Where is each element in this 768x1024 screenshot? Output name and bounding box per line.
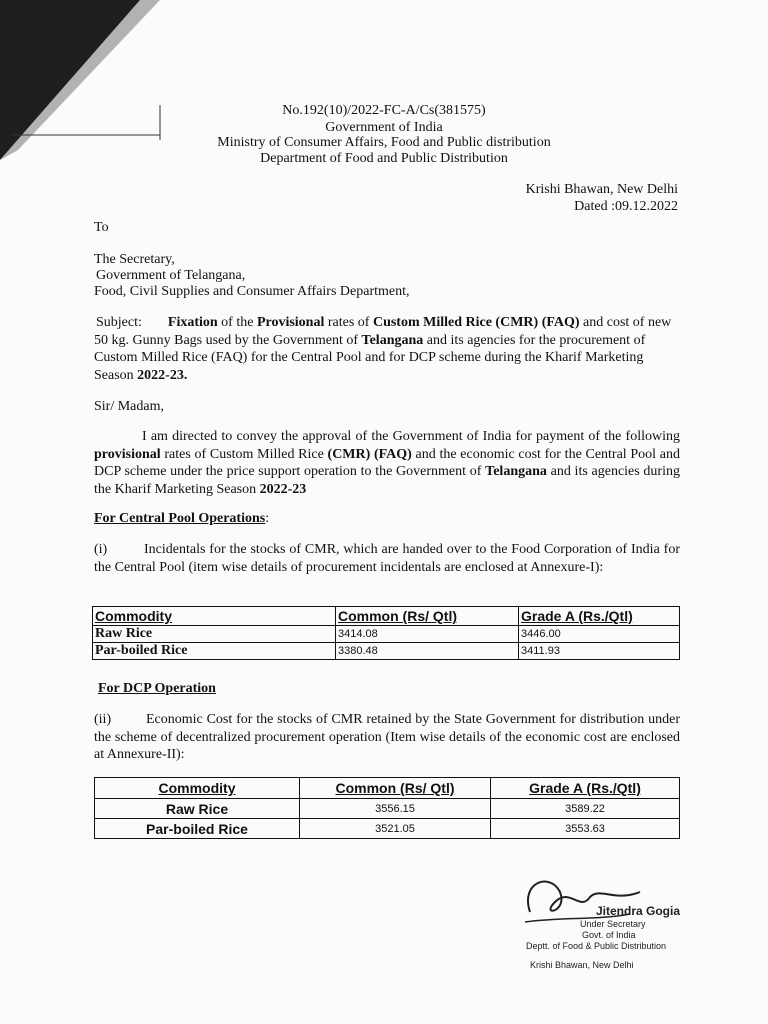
table-cell: 3380.48: [336, 643, 519, 660]
ministry-title: Ministry of Consumer Affairs, Food and Public distribution: [217, 135, 551, 150]
torn-corner-shadow: [0, 0, 200, 200]
dcp-heading: For DCP Operation: [98, 681, 216, 696]
to-label: To: [94, 220, 109, 235]
government-title: Government of India: [325, 120, 443, 135]
column-header: Grade A (Rs./Qtl): [519, 607, 680, 626]
date: Dated :09.12.2022: [574, 199, 678, 214]
table-cell: 3556.15: [300, 799, 491, 819]
column-header: Commodity: [93, 607, 336, 626]
subject-paragraph: Subject: Fixation of the Provisional rates of Custom Milled Rice (CMR) (FAQ) and cost of new 50 kg. Gunny Bags used by the Government of Telangana and its agencies for the procurement of Custom Milled Rice (FAQ) for the Central Pool and for DCP scheme during the Kharif Marketing Season 2022-23.: [94, 315, 672, 383]
table-cell: Raw Rice: [93, 626, 336, 643]
table-cell: 3553.63: [491, 819, 680, 839]
addressee-line-3: Food, Civil Supplies and Consumer Affairs Department,: [94, 284, 410, 299]
subject-label: Subject:: [96, 315, 142, 330]
table-cell: Raw Rice: [95, 799, 300, 819]
table-row: [93, 643, 680, 660]
table-row: [93, 626, 680, 643]
central-pool-table: [92, 606, 680, 660]
addressee-line-2: Government of Telangana,: [96, 268, 246, 283]
column-header: Common (Rs/ Qtl): [336, 607, 519, 626]
table-cell: Par-boiled Rice: [93, 643, 336, 660]
salutation: Sir/ Madam,: [94, 399, 164, 414]
dcp-paragraph: (ii) Economic Cost for the stocks of CMR retained by the State Government for distribution under the scheme of decentralized procurement operation (Item wise details of the economic cost are enclosed at Annexure-II):: [94, 712, 680, 762]
column-header: Common (Rs/ Qtl): [300, 778, 491, 799]
central-pool-heading: For Central Pool Operations:: [94, 511, 270, 526]
signature-stamp: [520, 872, 710, 982]
stamp-name: Jitendra Gogia: [596, 904, 681, 918]
table-cell: 3446.00: [519, 626, 680, 643]
table-cell: 3411.93: [519, 643, 680, 660]
table-cell: 3414.08: [336, 626, 519, 643]
addressee-line-1: The Secretary,: [94, 252, 175, 267]
table-cell: 3521.05: [300, 819, 491, 839]
table-cell: Par-boiled Rice: [95, 819, 300, 839]
stamp-dept: Deptt. of Food & Public Distribution: [526, 941, 667, 951]
dcp-table: [94, 777, 680, 839]
body-paragraph: I am directed to convey the approval of the Government of India for payment of the following provisional rates of Custom Milled Rice (CMR) (FAQ) and the economic cost for the Central Pool and DCP scheme under the price support operation to the Government of Telangana and its agencies during the Kharif Marketing Season 2022-23: [94, 429, 680, 497]
table-row: [95, 799, 680, 819]
department-title: Department of Food and Public Distribution: [260, 151, 508, 166]
reference-number: No.192(10)/2022-FC-A/Cs(381575): [282, 103, 486, 118]
stamp-title: Under Secretary: [580, 919, 646, 929]
column-header: Commodity: [95, 778, 300, 799]
column-header: Grade A (Rs./Qtl): [491, 778, 680, 799]
stamp-gov: Govt. of India: [582, 930, 636, 940]
place: Krishi Bhawan, New Delhi: [525, 182, 678, 197]
table-row: [95, 819, 680, 839]
stamp-place: Krishi Bhawan, New Delhi: [530, 960, 634, 970]
table-header-row: [93, 607, 680, 626]
table-cell: 3589.22: [491, 799, 680, 819]
table-header-row: [95, 778, 680, 799]
central-pool-paragraph: (i) Incidentals for the stocks of CMR, which are handed over to the Food Corporation of India for the Central Pool (item wise details of procurement incidentals are enclosed at Annexure-I):: [94, 542, 680, 575]
